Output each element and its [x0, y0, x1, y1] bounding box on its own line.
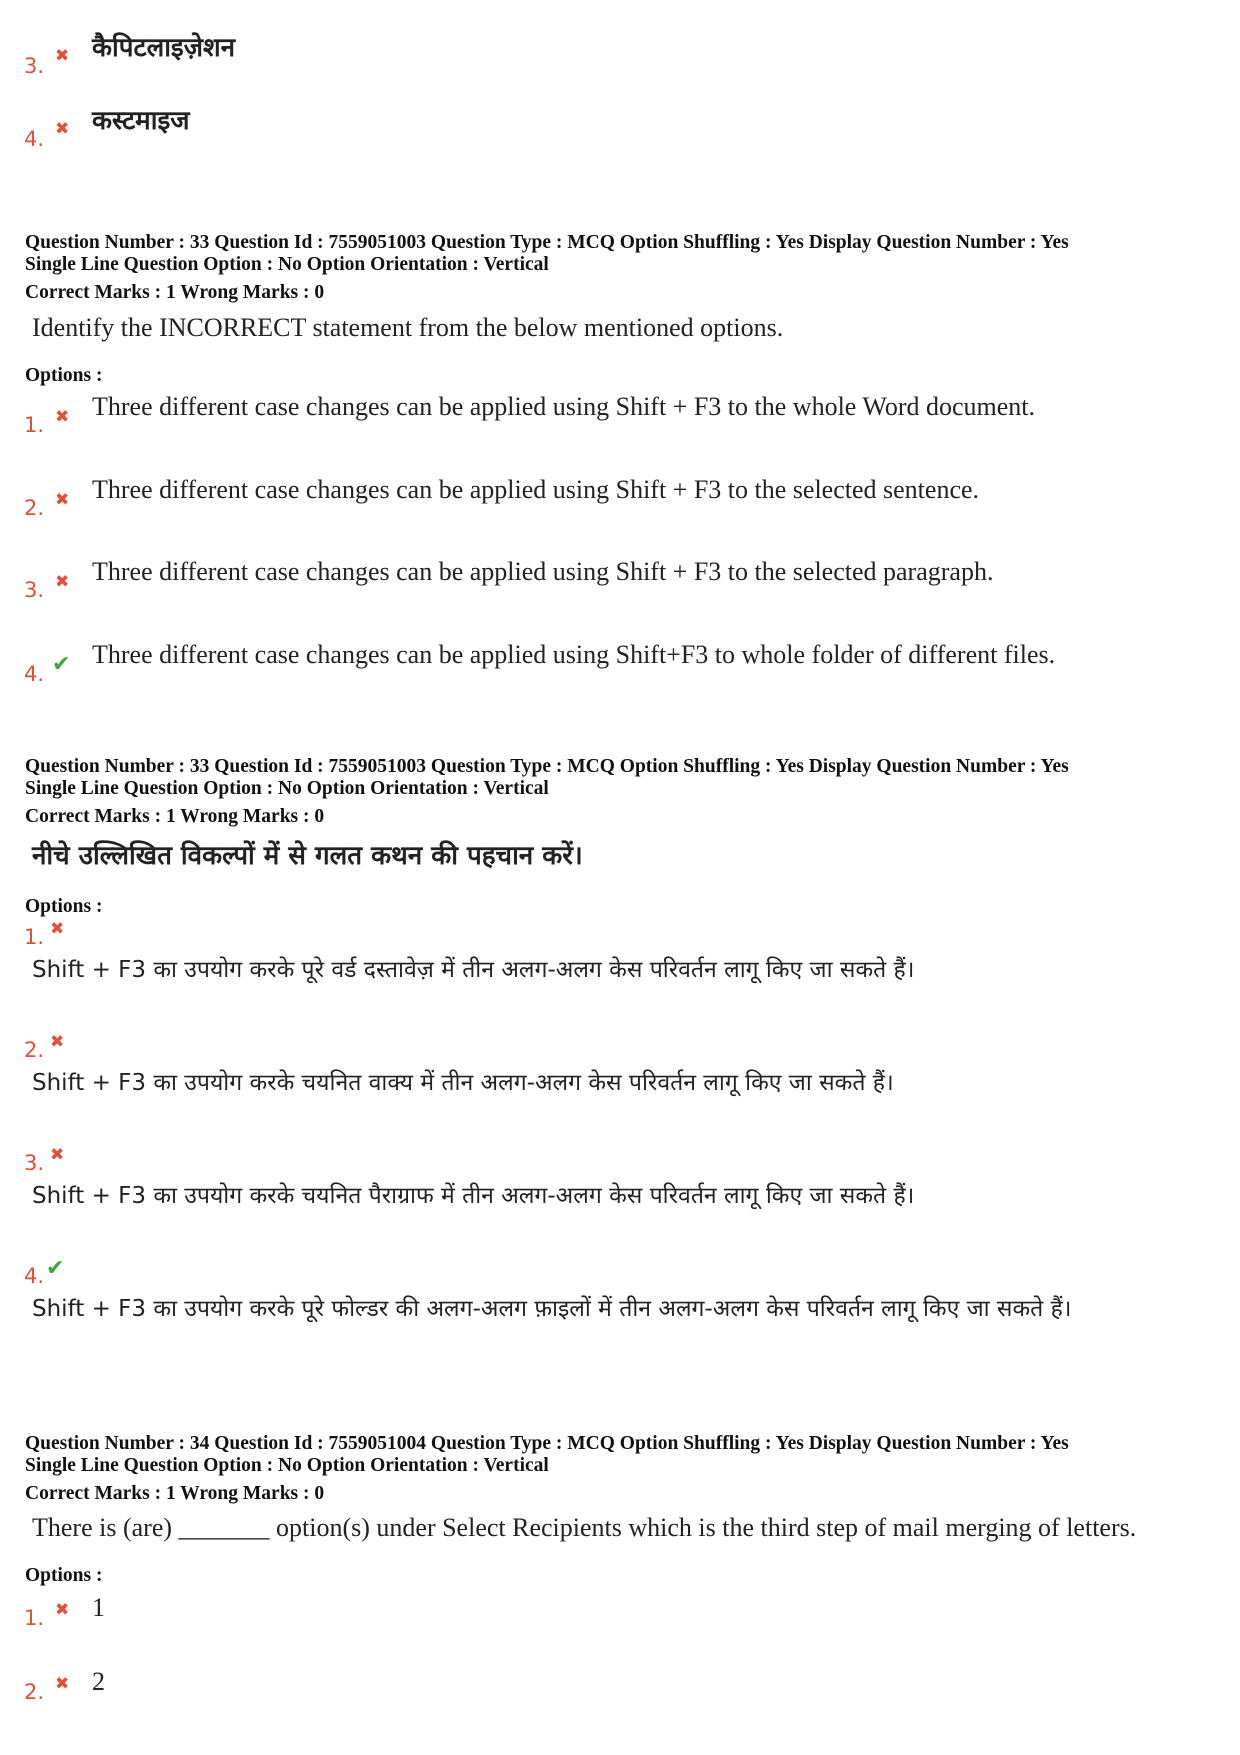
- option-number: 1.: [24, 1606, 45, 1630]
- question-meta-line1: Question Number : 33 Question Id : 7559051003 Question Type : MCQ Option Shuffling : Yes Display Question Number : Yes: [25, 756, 1069, 777]
- option-text: कैपिटलाइज़ेशन: [92, 33, 236, 63]
- option-text: Shift + F3 का उपयोग करके चयनित पैराग्राफ में तीन अलग-अलग केस परिवर्तन लागू किए जा सकते हैं।: [32, 1183, 915, 1209]
- question-text: There is (are) _______ option(s) under Select Recipients which is the third step of mail merging of letters.: [32, 1513, 1137, 1542]
- option-text: Shift + F3 का उपयोग करके चयनित वाक्य में तीन अलग-अलग केस परिवर्तन लागू किए जा सकते हैं।: [32, 1070, 894, 1096]
- question-meta-line1: Question Number : 33 Question Id : 7559051003 Question Type : MCQ Option Shuffling : Yes Display Question Number : Yes: [25, 232, 1069, 253]
- cross-mark-icon: ✖: [55, 1674, 70, 1694]
- option-text: 1: [92, 1593, 105, 1622]
- option-number: 4.: [24, 662, 45, 686]
- cross-mark-icon: ✖: [55, 572, 70, 592]
- question-marks: Correct Marks : 1 Wrong Marks : 0: [25, 806, 325, 827]
- option-text: Shift + F3 का उपयोग करके पूरे फोल्डर की अलग-अलग फ़ाइलों में तीन अलग-अलग केस परिवर्तन लागू किए जा सकते हैं।: [32, 1296, 1072, 1322]
- cross-mark-icon: ✖: [55, 407, 70, 427]
- cross-mark-icon: ✖: [55, 119, 70, 139]
- cross-mark-icon: ✖: [55, 490, 70, 510]
- option-number: 1.: [24, 413, 45, 437]
- question-meta-line2: Single Line Question Option : No Option Orientation : Vertical: [25, 1455, 549, 1476]
- option-number: 2.: [24, 1038, 45, 1062]
- option-text: Three different case changes can be applied using Shift + F3 to the selected sentence.: [92, 475, 980, 504]
- option-number: 2.: [24, 496, 45, 520]
- question-text: Identify the INCORRECT statement from the below mentioned options.: [32, 313, 784, 342]
- option-text: 2: [92, 1667, 105, 1696]
- question-text: नीचे उल्लिखित विकल्पों में से गलत कथन की पहचान करें।: [32, 841, 583, 871]
- options-label: Options :: [25, 1565, 103, 1586]
- options-label: Options :: [25, 896, 103, 917]
- option-number: 3.: [24, 578, 45, 602]
- question-meta-line2: Single Line Question Option : No Option Orientation : Vertical: [25, 254, 549, 275]
- option-text: Shift + F3 का उपयोग करके पूरे वर्ड दस्तावेज़ में तीन अलग-अलग केस परिवर्तन लागू किए जा सकते हैं।: [32, 957, 915, 983]
- option-number: 1.: [24, 925, 45, 949]
- check-mark-icon: ✔: [52, 652, 71, 677]
- option-number: 3.: [24, 54, 45, 78]
- option-text: Three different case changes can be applied using Shift+F3 to whole folder of different files.: [92, 640, 1056, 669]
- cross-mark-icon: ✖: [50, 1032, 65, 1052]
- option-number: 3.: [24, 1151, 45, 1175]
- option-text: Three different case changes can be applied using Shift + F3 to the whole Word document.: [92, 392, 1036, 421]
- cross-mark-icon: ✖: [55, 46, 70, 66]
- option-text: कस्टमाइज: [92, 106, 190, 136]
- check-mark-icon: ✔: [46, 1256, 65, 1281]
- question-marks: Correct Marks : 1 Wrong Marks : 0: [25, 1483, 325, 1504]
- option-number: 2.: [24, 1680, 45, 1704]
- question-meta-line1: Question Number : 34 Question Id : 7559051004 Question Type : MCQ Option Shuffling : Yes Display Question Number : Yes: [25, 1433, 1069, 1454]
- question-marks: Correct Marks : 1 Wrong Marks : 0: [25, 282, 325, 303]
- option-number: 4.: [24, 1264, 45, 1288]
- cross-mark-icon: ✖: [50, 919, 65, 939]
- question-meta-line2: Single Line Question Option : No Option Orientation : Vertical: [25, 778, 549, 799]
- option-number: 4.: [24, 127, 45, 151]
- option-text: Three different case changes can be applied using Shift + F3 to the selected paragraph.: [92, 557, 994, 586]
- cross-mark-icon: ✖: [50, 1145, 65, 1165]
- options-label: Options :: [25, 365, 103, 386]
- cross-mark-icon: ✖: [55, 1600, 70, 1620]
